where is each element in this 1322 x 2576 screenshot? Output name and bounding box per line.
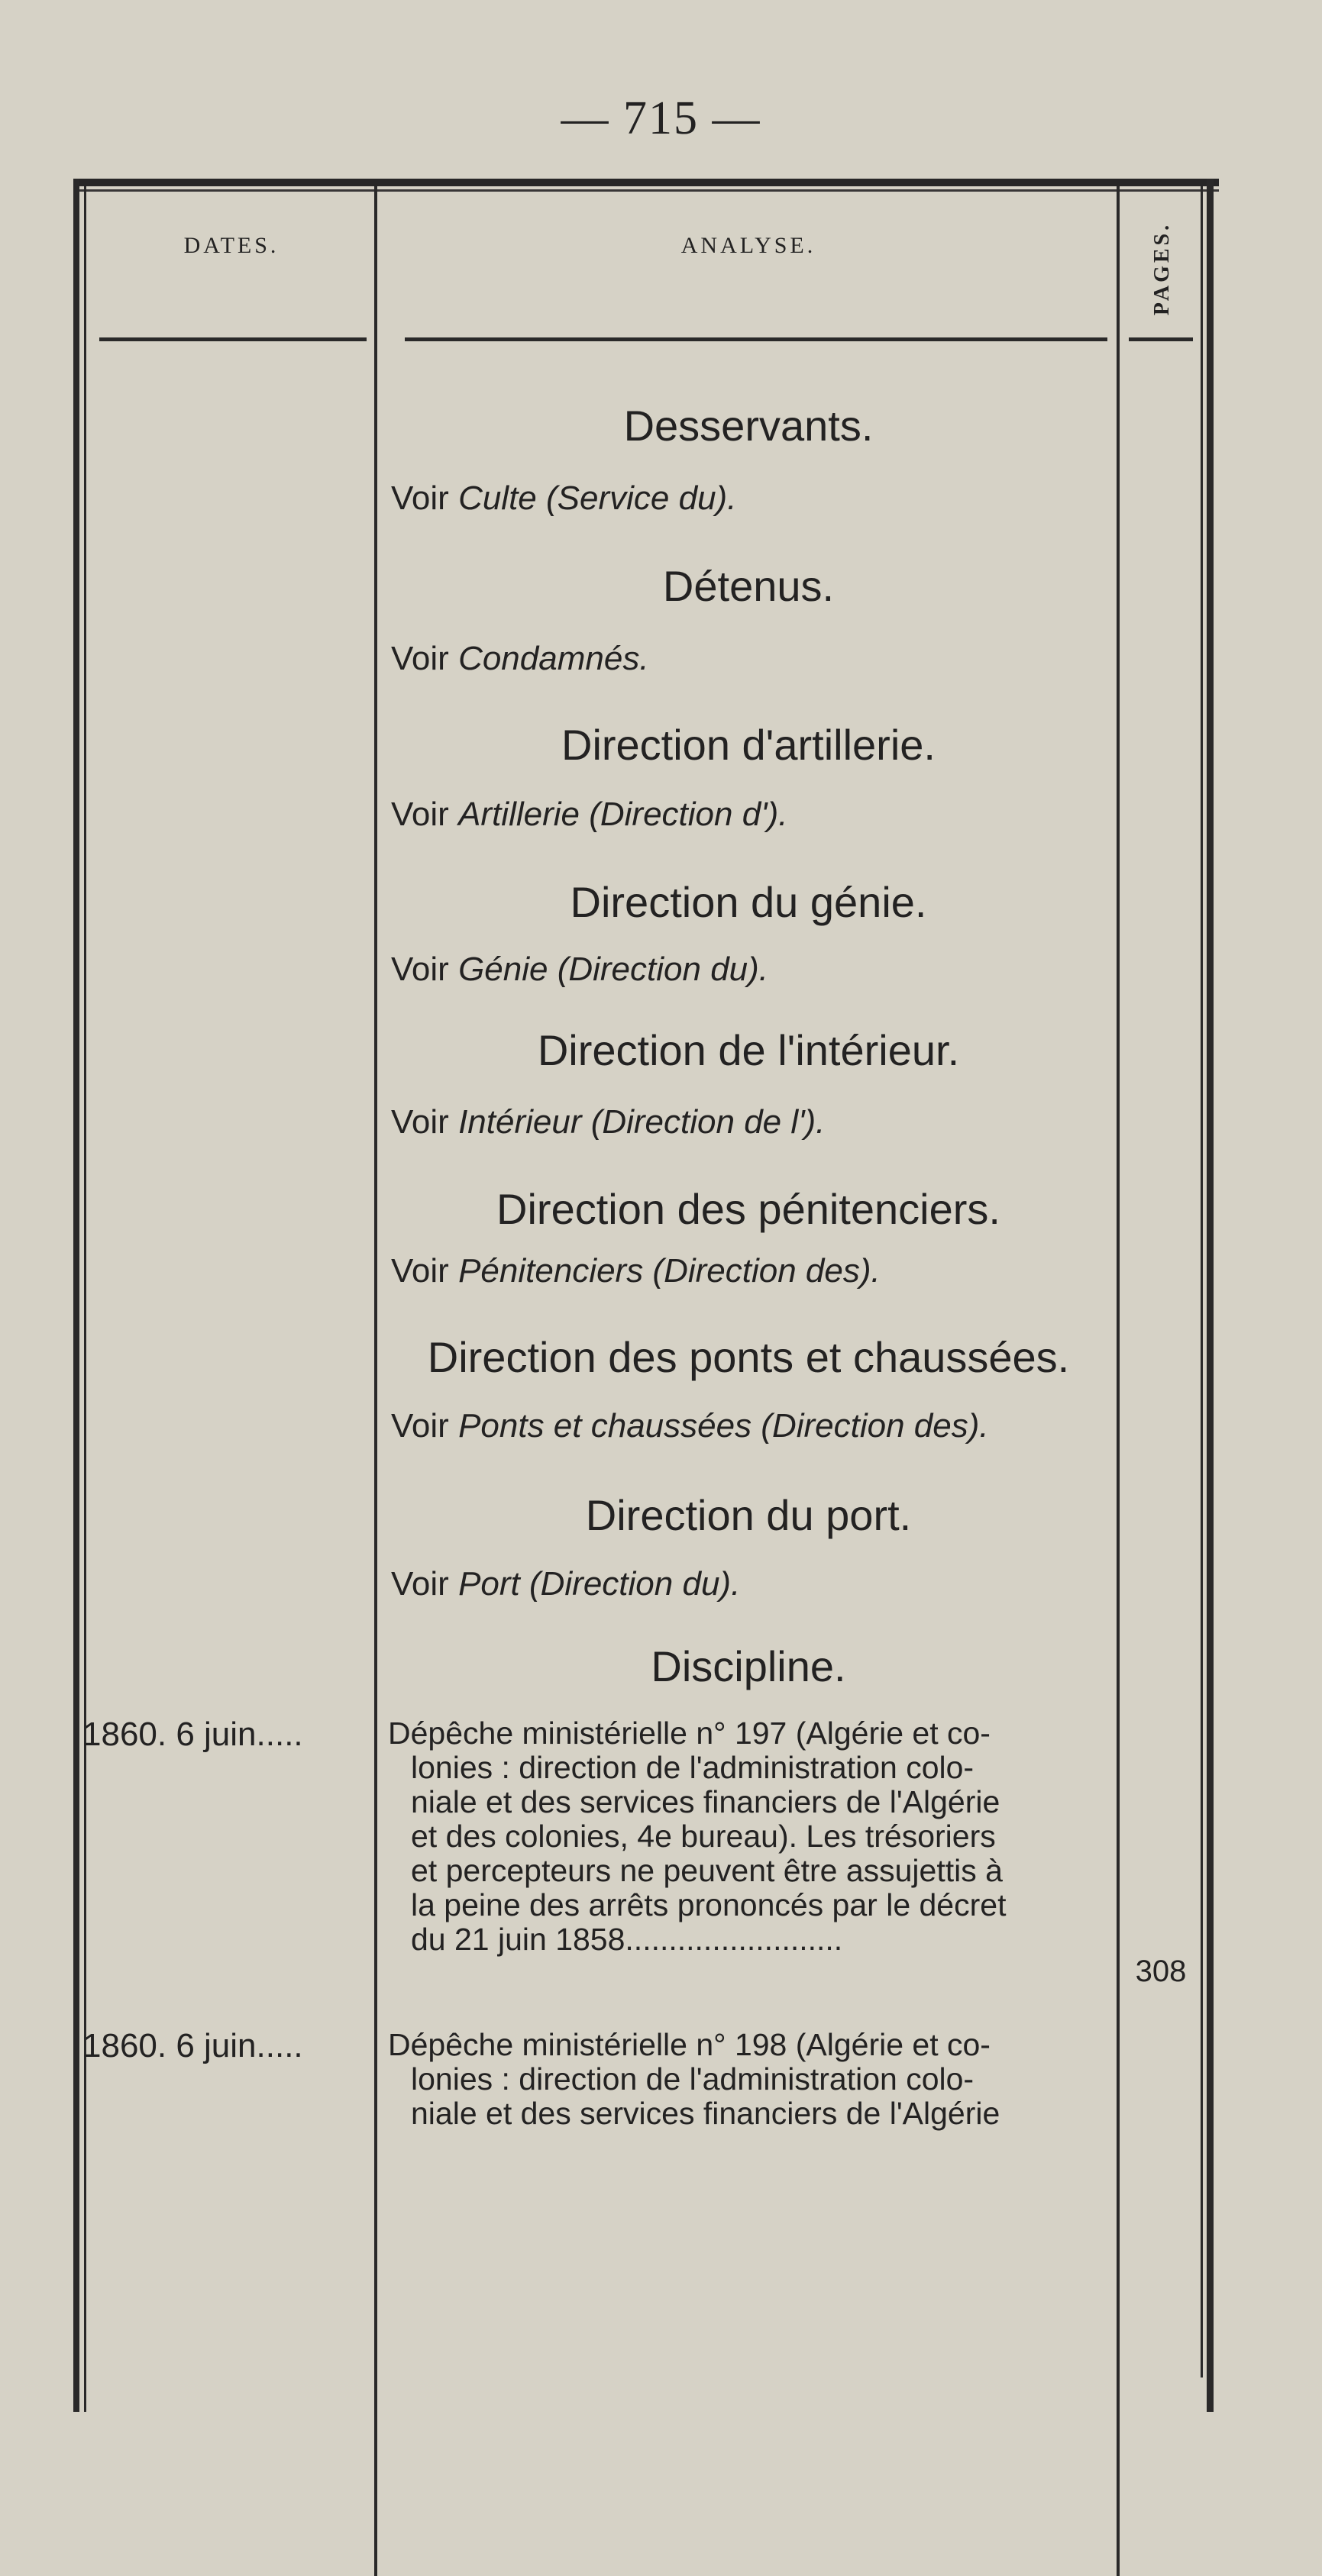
dates-column-header: DATES. — [183, 233, 280, 258]
see-reference: Voir Culte (Service du). — [391, 479, 737, 517]
pages-column-header-label: PAGES. — [1150, 221, 1174, 316]
see-reference: Voir Ponts et chaussées (Direction des). — [391, 1407, 989, 1445]
see-reference: Voir Port (Direction du). — [391, 1565, 741, 1603]
dates-header-rule — [99, 337, 367, 341]
section-heading: Direction des pénitenciers. — [496, 1185, 1000, 1233]
entry-line: lonies : direction de l'administration colo- — [411, 2062, 975, 2097]
see-reference: Voir Artillerie (Direction d'). — [391, 796, 788, 833]
entry-line: Dépêche ministérielle n° 198 (Algérie et co- — [388, 2028, 991, 2062]
section-heading: Direction du génie. — [570, 878, 927, 926]
table-left-border-inner — [84, 186, 86, 2412]
entry-page-number: 308 — [1135, 1955, 1187, 1988]
table-right-border-inner — [1201, 186, 1203, 2377]
entry-line: niale et des services financiers de l'Algérie — [411, 1785, 1000, 1819]
entry-line: et des colonies, 4e bureau). Les trésoriers — [411, 1819, 996, 1854]
section-heading: Desservants. — [623, 402, 874, 450]
section-heading: Direction d'artillerie. — [561, 721, 936, 769]
pages-column-divider — [1117, 186, 1120, 2576]
section-heading: Détenus. — [662, 562, 835, 610]
analyse-column-header: ANALYSE. — [680, 233, 816, 258]
entry-date: 1860. 6 juin..... — [82, 2027, 303, 2064]
section-heading: Direction des ponts et chaussées. — [427, 1333, 1070, 1381]
entry-line: lonies : direction de l'administration colo- — [411, 1751, 975, 1785]
see-reference: Voir Condamnés. — [391, 640, 649, 677]
section-heading: Direction du port. — [585, 1491, 912, 1539]
analyse-header-rule — [405, 337, 1107, 341]
pages-header-rule — [1129, 337, 1193, 341]
pages-column-header — [1132, 200, 1193, 337]
entry-analysis — [388, 2028, 1110, 2131]
section-heading: Discipline. — [651, 1642, 846, 1690]
entry-line: du 21 juin 1858......................... — [411, 1922, 843, 1957]
see-reference: Voir Pénitenciers (Direction des). — [391, 1252, 881, 1290]
table-top-rule-thin — [73, 189, 1219, 192]
entry-line: la peine des arrêts prononcés par le décret — [411, 1888, 1007, 1922]
table-top-rule — [73, 179, 1219, 186]
entry-line: niale et des services financiers de l'Algérie — [411, 2097, 1000, 2131]
see-reference: Voir Intérieur (Direction de l'). — [391, 1103, 826, 1141]
entry-analysis — [388, 1716, 1110, 1957]
section-heading: Direction de l'intérieur. — [537, 1026, 960, 1074]
table-left-border — [73, 179, 79, 2412]
entry-line: Dépêche ministérielle n° 197 (Algérie et co- — [388, 1716, 991, 1751]
page-number: — 715 — — [561, 92, 761, 144]
see-reference: Voir Génie (Direction du). — [391, 951, 769, 988]
dates-column-divider — [374, 186, 377, 2576]
table-right-border — [1207, 179, 1214, 2412]
entry-date: 1860. 6 juin..... — [82, 1716, 303, 1753]
entry-line: et percepteurs ne peuvent être assujettis à — [411, 1854, 1003, 1888]
